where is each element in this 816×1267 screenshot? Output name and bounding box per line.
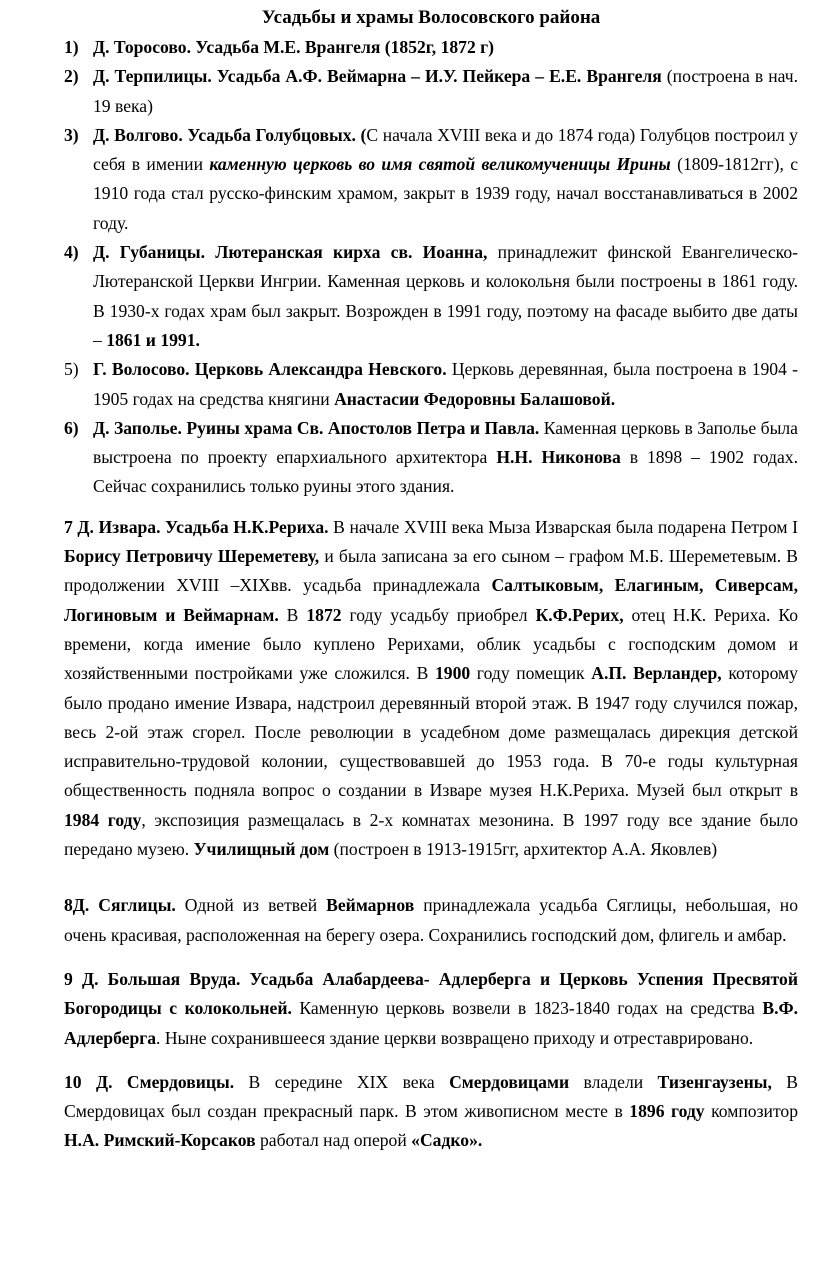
para-bold: Веймарнов xyxy=(326,895,415,916)
item-text: (построена в нач. 19 века) xyxy=(93,66,798,116)
para-heading: 7 Д. Извара. Усадьба Н.К.Рериха. xyxy=(64,516,329,537)
paragraph-9 xyxy=(64,965,798,1053)
para-text: Каменную церковь возвели в 1823-1840 годах на средства xyxy=(291,998,763,1019)
item-emphasis: каменную церковь во имя святой великомученицы Ирины xyxy=(209,154,671,175)
list-item-5 xyxy=(64,355,798,414)
para-text: владели xyxy=(569,1071,658,1092)
para-text: В Смердовицах был создан прекрасный парк. В этом живописном месте в xyxy=(64,1071,798,1122)
para-bold: Борису Петровичу Шереметеву, xyxy=(64,546,320,567)
para-bold: А.П. Верландер, xyxy=(591,663,722,684)
list-item-3 xyxy=(64,121,798,238)
item-heading: Д. Губаницы. Лютеранская кирха св. Иоанна, xyxy=(93,242,488,263)
item-heading: Д. Волгово. Усадьба Голубцовых. ( xyxy=(93,124,367,145)
para-text: принадлежала усадьба Сяглицы, небольшая, но очень красивая, расположенная на берегу озера. Сохранились господский дом, флигель и амбар. xyxy=(64,895,798,945)
list-item-1 xyxy=(64,33,798,62)
para-text: , экспозиция размещалась в 2-х комнатах мезонина. В 1997 году все здание было передано музею. xyxy=(64,809,798,860)
item-bold: Анастасии Федоровны Балашовой. xyxy=(334,388,616,409)
para-text: В xyxy=(278,604,307,625)
para-text: В начале XVIII века Мыза Изварская была подарена Петром I xyxy=(328,516,798,537)
item-bold: Н.Н. Никонова xyxy=(496,447,621,468)
para-bold: В.Ф. Адлерберга xyxy=(64,998,798,1048)
numbered-list xyxy=(64,33,798,502)
item-text: Церковь деревянная, была построена в 1904 - 1905 годах на средства княгини xyxy=(93,359,798,409)
para-bold: 1900 xyxy=(434,663,471,684)
para-text: году помещик xyxy=(470,663,592,684)
paragraph-7 xyxy=(64,513,798,865)
para-heading: 9 Д. Большая Вруда. Усадьба Алабардеева- Адлерберга и Церковь Успения Пресвятой Богородицы с колокольней. xyxy=(64,968,798,1019)
para-text: . Ныне сохранившееся здание церкви возвращено приходу и отреставрировано. xyxy=(156,1027,754,1048)
item-heading: Г. Волосово. Церковь Александра Невского. xyxy=(93,359,447,380)
para-text: Одной из ветвей xyxy=(175,895,327,916)
para-text: и была записана за его сыном – графом М.Б. Шереметевым. В продолжении XVIII –XIXвв. усадьба принадлежала xyxy=(64,546,798,596)
para-bold: Салтыковым, Елагиным, Сиверсам, Логиновым и Веймарнам. xyxy=(64,575,798,625)
item-number: 5) xyxy=(64,359,79,380)
para-text: отец Н.К. Рериха. Ко времени, когда имение было куплено Рерихами, облик усадьбы с господским домом и хозяйственными постройками уже сложился. В xyxy=(64,604,798,684)
para-text: работал над оперой xyxy=(255,1130,412,1151)
document-title: Усадьбы и храмы Волосовского района xyxy=(261,7,601,28)
para-bold: К.Ф.Рерих, xyxy=(535,604,624,625)
para-bold: 1984 году xyxy=(64,809,142,830)
para-bold: «Садко». xyxy=(411,1130,483,1151)
para-heading: 8Д. Сяглицы. xyxy=(64,895,176,916)
item-text: в 1898 – 1902 годах. Сейчас сохранились только руины этого здания. xyxy=(93,447,799,497)
item-heading: Д. Терпилицы. Усадьба А.Ф. Веймарна – И.У. Пейкера – Е.Е. Врангеля xyxy=(93,66,662,87)
para-bold: Училищный дом xyxy=(193,839,330,860)
item-number: 6) xyxy=(64,417,79,438)
list-item-2 xyxy=(64,62,798,121)
para-text: В середине XIX века xyxy=(234,1071,450,1092)
list-item-6 xyxy=(64,414,798,502)
item-number: 2) xyxy=(64,66,79,87)
para-bold: 1896 году xyxy=(629,1101,705,1122)
paragraph-8 xyxy=(64,891,798,950)
item-text: С начала XVIII века и до 1874 года) Голубцов построил у себя в имении xyxy=(93,124,798,175)
para-text: которому было продано имение Извара, надстроил деревянный второй этаж. В 1947 году случился пожар, весь 2-ой этаж сгорел. После революции в усадебном доме размещалась дирекция детской исправительно-трудовой колонии, существовавшей до 1953 года. В 70-е годы культурная общественность подняла вопрос о создании в Изваре музея Н.К.Рериха. Музей был открыт в xyxy=(64,663,798,801)
item-number: 1) xyxy=(64,37,79,57)
item-heading: Д. Заполье. Руины храма Св. Апостолов Петра и Павла. xyxy=(93,417,540,438)
para-bold: Н.А. Римский-Корсаков xyxy=(64,1130,256,1151)
item-text: принадлежит финской Евангелическо-Лютеранской Церкви Ингрии. Каменная церковь и колокольня были построены в 1861 году. В 1930-х годах храм был закрыт. Возрожден в 1991 году, поэтому на фасаде выбито две даты – xyxy=(93,242,798,350)
para-heading: 10 Д. Смердовицы. xyxy=(64,1071,235,1092)
list-item-4 xyxy=(64,238,798,355)
item-number: 4) xyxy=(64,242,79,263)
item-heading: Д. Торосово. Усадьба М.Е. Врангеля (1852г, 1872 г) xyxy=(93,37,495,57)
item-number: 3) xyxy=(64,124,79,145)
para-bold: 1872 xyxy=(306,604,342,625)
item-text: Каменная церковь в Заполье была выстроена по проекту епархиального архитектора xyxy=(93,417,798,468)
para-text: году усадьбу приобрел xyxy=(341,604,536,625)
para-bold: Тизенгаузены, xyxy=(657,1071,772,1092)
para-text: композитор xyxy=(704,1101,799,1122)
item-text: (1809-1812гг), с 1910 года стал русско-финским храмом, закрыт в 1939 году, начал восстанавливаться в 2002 году. xyxy=(93,154,799,233)
paragraph-10 xyxy=(64,1068,798,1156)
para-bold: Смердовицами xyxy=(449,1071,570,1092)
item-bold: 1861 и 1991. xyxy=(106,329,200,350)
para-text: (построен в 1913-1915гг, архитектор А.А. Яковлев) xyxy=(329,839,718,860)
